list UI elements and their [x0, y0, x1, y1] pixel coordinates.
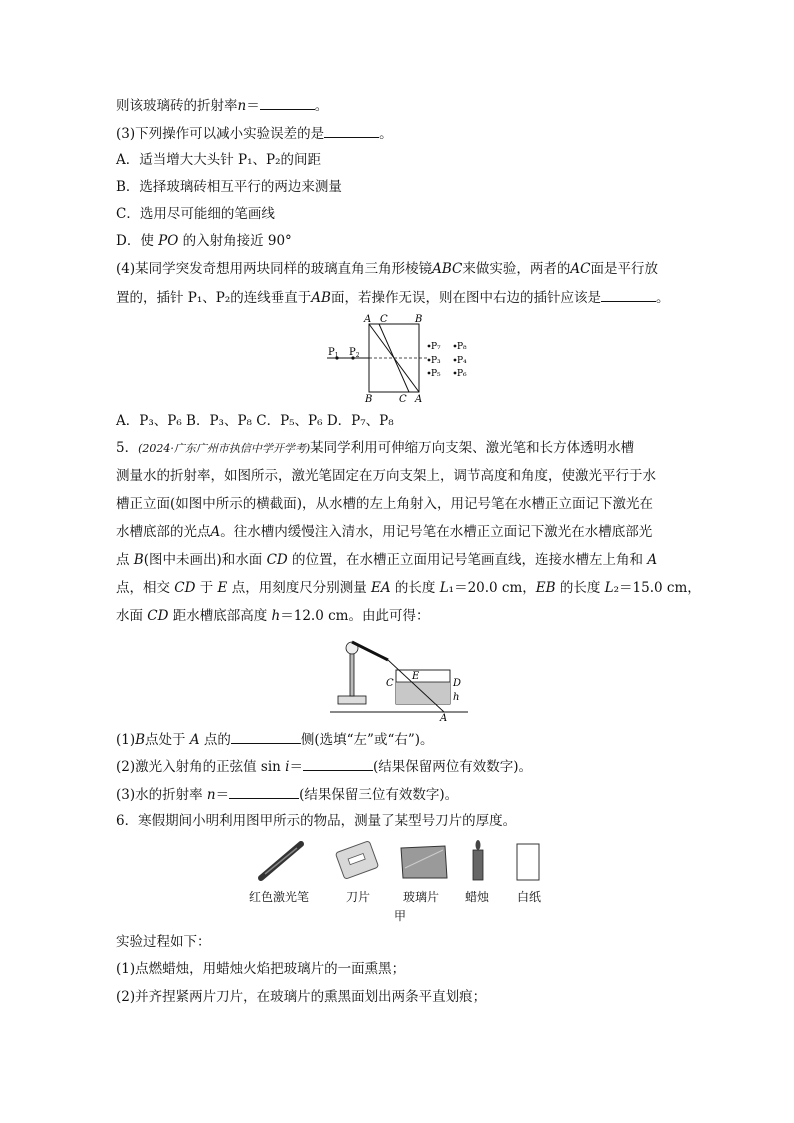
blade-icon — [335, 841, 378, 880]
q5-line6: 点，相交 CD 于 E 点，用刻度尺分别测量 EA 的长度 L₁＝20.0 cm，EB 的长度 L₂＝15.0 cm， — [116, 580, 701, 596]
q5-sub1: (1)B点处于 A 点的 侧(选填“左”或“右”)。 — [116, 732, 434, 748]
answer-blank[interactable] — [303, 757, 373, 771]
pin-p8: P₈ — [457, 342, 467, 352]
q5-line1: 5．(2024·广东广州市执信中学开学考)某同学利用可伸缩万向支架、激光笔和长方体透明水槽 — [116, 440, 635, 456]
answer-blank[interactable] — [260, 96, 315, 110]
q5-source: (2024·广东广州市执信中学开学考) — [138, 442, 311, 455]
answer-blank[interactable] — [231, 730, 301, 744]
candle-icon — [473, 840, 483, 880]
label-a: A — [440, 713, 448, 722]
q3-option-d: D．使 PO 的入射角接近 90° — [116, 233, 292, 249]
label-b-top: B — [415, 314, 423, 325]
label-c-bottom: C — [399, 394, 407, 404]
answer-blank[interactable] — [229, 785, 299, 799]
label-e: E — [412, 671, 420, 682]
q4-line1: (4)某同学突发奇想用两块同样的玻璃直角三角形棱镜ABC来做实验，两者的AC面是平行放 — [116, 261, 658, 277]
q5-line2: 测量水的折射率，如图所示，激光笔固定在万向支架上，调节高度和角度，使激光平行于水 — [116, 468, 656, 484]
label-c-top: C — [380, 314, 388, 325]
caption-laser-pen: 红色激光笔 — [249, 890, 310, 904]
label-p2: $P_2$ — [349, 347, 360, 359]
stand-pole — [350, 652, 354, 696]
pin-p4: P₄ — [457, 356, 467, 366]
caption-candle: 蜡烛 — [465, 890, 490, 904]
label-a-bottom: A — [415, 394, 423, 404]
q6-step2: (2)并齐捏紧两片刀片，在玻璃片的熏黑面划出两条平直划痕； — [116, 989, 487, 1005]
label-c: C — [386, 678, 394, 689]
q-top-line: 则该玻璃砖的折射率n＝ 。 — [116, 98, 329, 114]
pin-p5: P₅ — [431, 369, 441, 379]
water-tank-figure — [330, 630, 470, 722]
label-d: D — [453, 678, 462, 689]
q6-process: 实验过程如下： — [116, 934, 211, 950]
q5-line4: 水槽底部的光点A。往水槽内缓慢注入清水，用记号笔在水槽正立面记下激光在水槽底部光 — [116, 524, 653, 540]
label-b-bottom: B — [365, 394, 373, 404]
items-figure — [255, 838, 555, 886]
figure-label-jia: 甲 — [394, 909, 407, 923]
q3-stem: (3)下列操作可以减小实验误差的是 。 — [116, 126, 393, 142]
pin-p6: P₆ — [457, 369, 467, 379]
q6-step1: (1)点燃蜡烛，用蜡烛火焰把玻璃片的一面熏黑； — [116, 961, 406, 977]
stand-base — [338, 696, 366, 704]
label-a-top: A — [364, 314, 372, 325]
q5-sub3: (3)水的折射率 n＝ (结果保留三位有效数字)。 — [116, 787, 459, 803]
q6-stem: 6．寒假期间小明利用图甲所示的物品，测量了某型号刀片的厚度。 — [116, 813, 517, 829]
q3-option-a: A．适当增大大头针 P₁、P₂的间距 — [116, 152, 322, 168]
label-p1: $P_1$ — [328, 347, 339, 359]
caption-blade: 刀片 — [346, 890, 371, 904]
pin-p3: P₃ — [431, 356, 441, 366]
prism-figure — [325, 312, 485, 404]
caption-glass: 玻璃片 — [403, 890, 440, 904]
caption-paper: 白纸 — [517, 890, 542, 904]
q5-sub2: (2)激光入射角的正弦值 sin i＝ (结果保留两位有效数字)。 — [116, 759, 533, 775]
q4-options: A．P₃、P₆ B．P₃、P₈ C．P₅、P₆ D．P₇、P₈ — [116, 413, 394, 429]
laser-pen-icon — [261, 844, 301, 878]
q3-option-b: B．选择玻璃砖相互平行的两边来测量 — [116, 179, 342, 195]
q5-line7: 水面 CD 距水槽底部高度 h＝12.0 cm。由此可得： — [116, 608, 430, 624]
q3-option-c: C．选用尽可能细的笔画线 — [116, 206, 275, 222]
q5-line5: 点 B(图中未画出)和水面 CD 的位置，在水槽正立面用记号笔画直线，连接水槽左上角和 A — [116, 552, 658, 568]
answer-blank[interactable] — [601, 288, 656, 302]
q5-line3: 槽正立面(如图中所示的横截面)，从水槽的左上角射入，用记号笔在水槽正立面记下激光在 — [116, 496, 654, 512]
glass-pane-icon — [401, 846, 447, 878]
pin-p7: P₇ — [431, 342, 441, 352]
q4-line2: 置的，插针 P₁、P₂的连线垂直于AB面，若操作无误，则在图中右边的插针应该是 。 — [116, 290, 670, 306]
label-h: h — [453, 692, 460, 703]
white-paper-icon — [517, 844, 539, 880]
answer-blank[interactable] — [324, 124, 379, 138]
